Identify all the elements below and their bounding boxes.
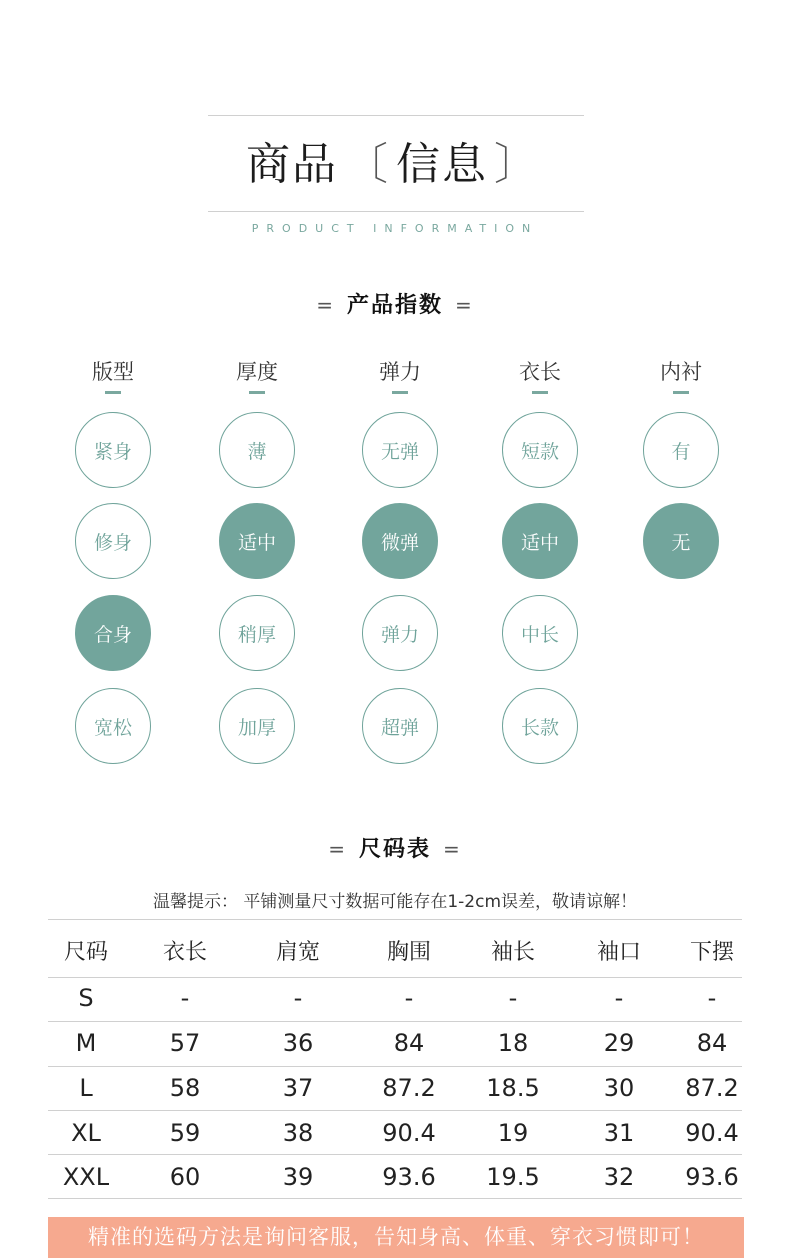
table-rule: [48, 977, 742, 978]
table-cell: 87.2: [382, 1074, 436, 1102]
index-column-underline: [532, 391, 548, 394]
index-column-label: 衣长: [519, 360, 561, 384]
table-cell: XXL: [62, 1163, 110, 1191]
size-note: 温馨提示： 平铺测量尺寸数据可能存在1-2cm误差，敬请谅解！: [152, 892, 638, 912]
index-option-selected: 微弹: [362, 503, 438, 579]
table-cell: 18: [497, 1029, 529, 1057]
index-option-selected: 无: [643, 503, 719, 579]
index-column-label: 弹力: [379, 360, 421, 384]
table-header-cell: 肩宽: [275, 940, 320, 965]
index-option: 短款: [502, 412, 578, 488]
table-rule: [48, 919, 742, 920]
table-header-cell: 下摆: [689, 940, 734, 965]
table-cell: -: [614, 984, 624, 1012]
table-cell: 30: [603, 1074, 635, 1102]
eq-right: =: [455, 293, 474, 317]
index-section-title: [0, 288, 790, 319]
table-cell: 60: [169, 1163, 201, 1191]
table-rule: [48, 1198, 742, 1199]
table-cell: 37: [282, 1074, 314, 1102]
table-cell: 57: [169, 1029, 201, 1057]
table-cell: -: [404, 984, 414, 1012]
table-cell: 87.2: [685, 1074, 739, 1102]
table-cell: -: [293, 984, 303, 1012]
index-option: 宽松: [75, 688, 151, 764]
index-option-selected: 适中: [502, 503, 578, 579]
index-column-underline: [673, 391, 689, 394]
title-left: 商品: [246, 139, 338, 190]
size-advice-banner: 精准的选码方法是询问客服，告知身高、体重、穿衣习惯即可！: [48, 1217, 744, 1258]
size-title-text: 尺码表: [358, 837, 431, 862]
index-option: 修身: [75, 503, 151, 579]
table-cell: L: [79, 1074, 93, 1102]
table-cell: 90.4: [685, 1119, 739, 1147]
index-column-label: 内衬: [660, 360, 702, 384]
table-cell: 18.5: [486, 1074, 540, 1102]
index-option: 有: [643, 412, 719, 488]
table-cell: 93.6: [685, 1163, 739, 1191]
index-column-label: 厚度: [236, 360, 278, 384]
table-cell: 39: [282, 1163, 314, 1191]
table-cell: 84: [696, 1029, 728, 1057]
index-option: 薄: [219, 412, 295, 488]
index-column-underline: [249, 391, 265, 394]
table-header-cell: 尺码: [63, 940, 108, 965]
table-header-cell: 衣长: [162, 940, 207, 965]
table-header-cell: 袖长: [490, 940, 535, 965]
table-rule: [48, 1021, 742, 1022]
index-option: 稍厚: [219, 595, 295, 671]
table-cell: 58: [169, 1074, 201, 1102]
table-rule: [48, 1110, 742, 1111]
size-section-title: [0, 832, 790, 863]
table-cell: 93.6: [382, 1163, 436, 1191]
eq-left: =: [316, 293, 335, 317]
page-title-block: [208, 115, 584, 211]
table-header-cell: 胸围: [386, 940, 431, 965]
index-option: 超弹: [362, 688, 438, 764]
index-option: 紧身: [75, 412, 151, 488]
table-cell: -: [180, 984, 190, 1012]
index-option-selected: 合身: [75, 595, 151, 671]
table-cell: 84: [393, 1029, 425, 1057]
index-title-text: 产品指数: [346, 293, 443, 318]
table-cell: 59: [169, 1119, 201, 1147]
page-subtitle: PRODUCT INFORMATION: [251, 222, 539, 235]
table-rule: [48, 1066, 742, 1067]
eq-left: =: [328, 837, 347, 861]
title-right: 信息: [396, 139, 488, 190]
header-bottom-rule: [208, 211, 584, 212]
index-option: 中长: [502, 595, 578, 671]
table-cell: 31: [603, 1119, 635, 1147]
table-cell: 90.4: [382, 1119, 436, 1147]
table-cell: 19.5: [486, 1163, 540, 1191]
index-option: 加厚: [219, 688, 295, 764]
page-title: [208, 137, 584, 193]
index-option-selected: 适中: [219, 503, 295, 579]
index-option: 弹力: [362, 595, 438, 671]
table-cell: -: [707, 984, 717, 1012]
eq-right: =: [443, 837, 462, 861]
index-column-underline: [392, 391, 408, 394]
index-column-underline: [105, 391, 121, 394]
bracket-close: 〕: [494, 139, 540, 190]
bracket-open: 〔: [344, 139, 390, 190]
index-option: 长款: [502, 688, 578, 764]
table-cell: 32: [603, 1163, 635, 1191]
table-header-cell: 袖口: [596, 940, 641, 965]
table-cell: 29: [603, 1029, 635, 1057]
table-rule: [48, 1154, 742, 1155]
table-cell: -: [508, 984, 518, 1012]
index-option: 无弹: [362, 412, 438, 488]
table-cell: 19: [497, 1119, 529, 1147]
index-column-label: 版型: [92, 360, 134, 384]
table-cell: M: [75, 1029, 97, 1057]
table-cell: XL: [71, 1119, 101, 1147]
table-cell: S: [78, 984, 94, 1012]
table-cell: 36: [282, 1029, 314, 1057]
table-cell: 38: [282, 1119, 314, 1147]
